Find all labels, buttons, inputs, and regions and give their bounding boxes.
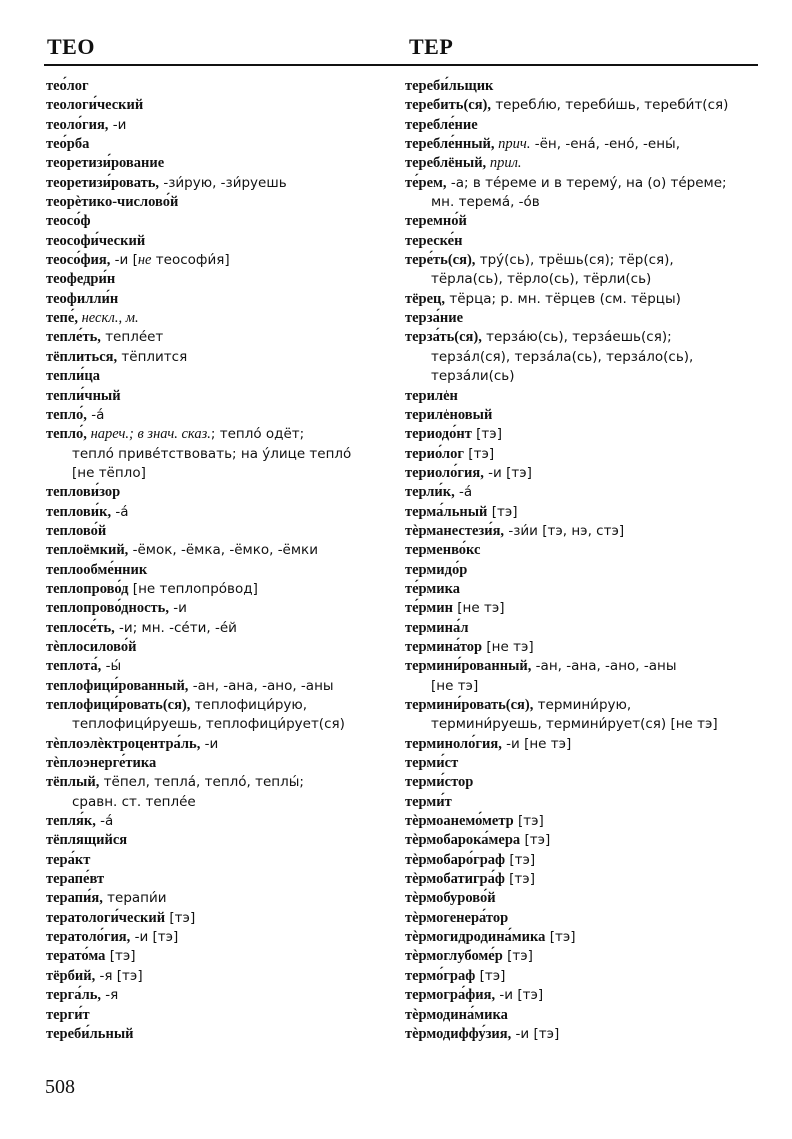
dictionary-entry (46, 425, 401, 483)
dictionary-entry (405, 425, 760, 444)
entry-forms: терза́ю(сь), терза́ешь(ся); (481, 329, 672, 346)
entry-forms: -а́ (111, 503, 129, 520)
dictionary-entry (405, 638, 760, 657)
dictionary-entry (405, 445, 760, 464)
entry-headword: тёрец, (405, 290, 446, 307)
dictionary-entry (46, 754, 401, 773)
entry-forms: ; тепло́ одёт; (210, 426, 305, 443)
entry-grammar-note: прич. (494, 136, 531, 153)
entry-headword: тепли́чный (46, 387, 121, 404)
entry-forms: -ён, -ена́, -ено́, -ены́, (530, 136, 680, 153)
entry-headword: тѐплоэнерге́тика (46, 755, 157, 772)
entry-forms: [тэ] (471, 426, 502, 443)
entry-headword: терапе́вт (46, 871, 105, 888)
entry-forms: -а́ (95, 813, 114, 830)
entry-headword: теоретизи́рование (46, 155, 165, 172)
dictionary-entry (405, 967, 760, 986)
entry-forms: [тэ] (165, 909, 196, 926)
entry-headword: терма́льный (405, 503, 488, 520)
dictionary-entry (405, 77, 760, 96)
dictionary-entry (405, 96, 760, 115)
entry-headword: тѐрмодина́мика (405, 1006, 508, 1023)
entry-continuation: сравн. ст. тепле́е (72, 793, 196, 810)
entry-headword: теплота́, (46, 658, 102, 675)
entry-forms: [тэ] (475, 967, 506, 984)
entry-headword: теосо́фия, (46, 252, 111, 269)
entry-forms: [тэ] (505, 851, 536, 868)
entry-headword: терато́ма (46, 948, 106, 965)
dictionary-entry (46, 135, 401, 154)
entry-headword: терми́ст (405, 755, 459, 772)
dictionary-entry (46, 1006, 401, 1025)
entry-headword: терли́к, (405, 484, 455, 501)
entry-headword: те́рмика (405, 580, 461, 597)
left-column (46, 77, 401, 1044)
entry-forms: -я [тэ] (95, 967, 143, 984)
dictionary-entry (405, 793, 760, 812)
entry-headword: терза́ть(ся), (405, 329, 482, 346)
entry-forms: -и (200, 735, 219, 752)
entry-headword: теплови́зор (46, 484, 121, 501)
entry-headword: тереби́льщик (405, 78, 494, 94)
dictionary-entry (46, 541, 401, 560)
entry-headword: тѐрмобарока́мера (405, 832, 521, 849)
dictionary-entry (405, 928, 760, 947)
entry-forms: -я (101, 987, 119, 1004)
header-rule (44, 64, 758, 66)
entry-headword: тератоло́гия, (46, 929, 131, 946)
entry-headword: теплово́й (46, 522, 107, 539)
dictionary-entry (405, 483, 760, 502)
dictionary-entry (405, 889, 760, 908)
header-left-guide-word: ТЕО (47, 34, 95, 59)
entry-forms: тепле́ет (100, 329, 164, 346)
entry-headword: терминоло́гия, (405, 735, 502, 752)
dictionary-entry (405, 561, 760, 580)
entry-forms: [тэ] (520, 832, 551, 849)
dictionary-entry (46, 174, 401, 193)
entry-headword: тепе́, (46, 310, 78, 327)
entry-forms: [тэ] (502, 948, 533, 965)
entry-headword: терга́ль, (46, 987, 102, 1004)
entry-headword: тѐрмодиффу́зия, (405, 1025, 512, 1042)
entry-forms: [не теплопро́вод] (128, 580, 258, 597)
dictionary-entry (46, 831, 401, 850)
dictionary-entry (405, 522, 760, 541)
entry-headword: теофилли́н (46, 290, 119, 307)
entry-continuation: [не тёпло] (72, 464, 146, 481)
dictionary-entry (405, 290, 760, 309)
dictionary-entry (405, 387, 760, 406)
entry-headword: тѐплоэлѐктроцентра́ль, (46, 735, 201, 752)
dictionary-entry (405, 773, 760, 792)
entry-headword: тёрбий, (46, 967, 96, 984)
entry-headword: териодо́нт (405, 426, 472, 443)
entry-headword: теплоёмкий, (46, 542, 129, 559)
entry-continuation: мн. терема́, -о́в (431, 194, 540, 211)
dictionary-entry (405, 1006, 760, 1025)
entry-grammar-note: не (137, 252, 152, 269)
dictionary-entry (405, 232, 760, 251)
entry-headword: теофедри́н (46, 271, 116, 288)
entry-headword: теплосе́ть, (46, 619, 115, 636)
dictionary-entry (405, 696, 760, 735)
entry-headword: тѐрмобурово́й (405, 890, 496, 907)
entry-headword: тѐрмобаро́граф (405, 851, 506, 868)
dictionary-entry (46, 599, 401, 618)
entry-headword: теплопрово́дность, (46, 600, 169, 617)
entry-forms: тру́(сь), трёшь(ся); тёр(ся), (475, 252, 674, 269)
entry-forms: [не тэ] (482, 638, 534, 655)
entry-headword: те́рмин (405, 600, 453, 617)
dictionary-entry (46, 851, 401, 870)
dictionary-entry (405, 580, 760, 599)
entry-forms: -а́ (86, 406, 105, 423)
entry-headword: тѐрмогидродина́мика (405, 929, 546, 946)
entry-forms: -и [не тэ] (501, 735, 572, 752)
dictionary-entry (46, 328, 401, 347)
dictionary-entry (46, 503, 401, 522)
dictionary-entry (46, 348, 401, 367)
dictionary-entry (405, 328, 760, 386)
entry-headword: теоло́гия, (46, 116, 109, 133)
entry-forms: [тэ] (545, 929, 576, 946)
entry-forms: [тэ] (464, 445, 495, 462)
dictionary-entry (405, 541, 760, 560)
entry-headword: теплови́к, (46, 503, 112, 520)
dictionary-entry (46, 387, 401, 406)
dictionary-entry (405, 251, 760, 290)
entry-headword: тепля́к, (46, 813, 96, 830)
header-right-guide-word: ТЕР (409, 34, 454, 59)
entry-headword: тепло́, (46, 426, 87, 443)
entry-forms: [не тэ] (453, 600, 505, 617)
entry-headword: термина́л (405, 619, 469, 636)
entry-headword: тѐрмогенера́тор (405, 909, 509, 926)
entry-forms: терапи́и (102, 890, 167, 907)
entry-headword: тѐрмоглубоме́р (405, 948, 503, 965)
entry-headword: терги́т (46, 1006, 90, 1023)
dictionary-entry (46, 909, 401, 928)
dictionary-entry (46, 290, 401, 309)
entry-headword: терио́лог (405, 445, 465, 462)
dictionary-entry (405, 116, 760, 135)
entry-grammar-note: нескл., м. (77, 310, 139, 327)
entry-headword: термини́ровать(ся), (405, 697, 534, 713)
entry-headword: тѐрмобатигра́ф (405, 871, 505, 888)
entry-headword: тере́ть(ся), (405, 252, 476, 269)
dictionary-entry (46, 96, 401, 115)
dictionary-entry (46, 561, 401, 580)
entry-headword: тео́лог (46, 78, 89, 94)
dictionary-entry (405, 812, 760, 831)
dictionary-entry (46, 193, 401, 212)
dictionary-entry (405, 754, 760, 773)
dictionary-entry (46, 77, 401, 96)
entry-headword: теосо́ф (46, 213, 91, 230)
dictionary-entry (46, 212, 401, 231)
dictionary-entry (46, 812, 401, 831)
dictionary-entry (405, 406, 760, 425)
entry-headword: териоло́гия, (405, 464, 484, 481)
entry-forms: теребл́ю, тереби́шь, тереби́т(ся) (491, 97, 729, 114)
dictionary-entry (46, 483, 401, 502)
dictionary-entry (405, 870, 760, 889)
entry-forms: тёрца; р. мн. тёрцев (см. тёрцы) (445, 290, 681, 307)
dictionary-entry (405, 599, 760, 618)
entry-headword: термина́тор (405, 638, 483, 655)
entry-headword: терилe̍н (405, 387, 458, 404)
entry-headword: термидо́р (405, 561, 468, 578)
dictionary-entry (46, 870, 401, 889)
page-number: 508 (45, 1076, 75, 1098)
dictionary-entry (46, 928, 401, 947)
entry-grammar-note: прил. (486, 155, 522, 172)
entry-forms: -ан, -ана, -ано, -аны (531, 658, 677, 675)
entry-headword: тератологи́ческий (46, 909, 166, 926)
entry-forms: теплофици́рую, (190, 697, 308, 713)
dictionary-entry (46, 773, 401, 812)
entry-forms: -и [тэ] (483, 464, 532, 481)
entry-headword: те́рем, (405, 174, 447, 191)
entry-headword: терменво́кс (405, 542, 481, 559)
entry-forms: [тэ] (504, 871, 535, 888)
entry-headword: тереблёный, (405, 155, 487, 172)
entry-headword: теологи́ческий (46, 97, 144, 114)
entry-headword: теплопрово́д (46, 580, 129, 597)
entry-headword: теребле́ние (405, 116, 478, 133)
dictionary-entry (46, 522, 401, 541)
entry-forms: -и [тэ] (511, 1025, 560, 1042)
dictionary-entry (405, 154, 760, 173)
dictionary-entry (405, 947, 760, 966)
entry-headword: тёплиться, (46, 348, 118, 365)
dictionary-entry (46, 947, 401, 966)
entry-headword: тепли́ца (46, 368, 101, 385)
entry-headword: теоретизи́ровать, (46, 174, 160, 191)
dictionary-entry (46, 735, 401, 754)
entry-forms: теософи́я] (151, 252, 230, 269)
dictionary-entry (46, 309, 401, 328)
dictionary-entry (405, 309, 760, 328)
dictionary-entry (405, 503, 760, 522)
entry-forms: -а́ (454, 484, 473, 501)
entry-forms: [тэ] (105, 948, 136, 965)
entry-headword: теплофици́ровать(ся), (46, 697, 191, 713)
dictionary-entry (405, 851, 760, 870)
dictionary-entry (405, 909, 760, 928)
dictionary-entry (46, 406, 401, 425)
entry-headword: термини́рованный, (405, 658, 532, 675)
dictionary-entry (405, 212, 760, 231)
dictionary-entry (46, 367, 401, 386)
entry-forms: тёпел, тепла́, тепло́, теплы́; (99, 774, 304, 791)
entry-headword: тёплящийся (46, 832, 128, 849)
dictionary-entry (405, 464, 760, 483)
dictionary-entry (405, 174, 760, 213)
dictionary-entry (46, 619, 401, 638)
entry-headword: тѐрманестези́я, (405, 522, 505, 539)
dictionary-entry (405, 135, 760, 154)
entry-headword: терапи́я, (46, 890, 103, 907)
entry-headword: теребить(ся), (405, 97, 492, 114)
entry-forms: -и; мн. -се́ти, -е́й (114, 619, 237, 636)
dictionary-entry (405, 986, 760, 1005)
dictionary-entry (46, 232, 401, 251)
entry-headword: тѐрмоанемо́метр (405, 813, 514, 830)
entry-grammar-note: нареч.; в знач. сказ. (86, 426, 211, 443)
entry-forms: -и (168, 600, 187, 617)
dictionary-entry (46, 638, 401, 657)
entry-headword: тѐплосилово́й (46, 638, 137, 655)
entry-continuation: тепло́ приве́тствовать; на у́лице тепло́ (72, 445, 352, 462)
dictionary-entry (46, 967, 401, 986)
entry-forms: -а; в те́реме и в терему́, на (о) те́реме; (446, 174, 727, 191)
entry-forms: -зи́и [тэ, нэ, стэ] (504, 522, 625, 539)
entry-forms: -и [тэ] (495, 987, 544, 1004)
entry-forms: [тэ] (487, 503, 518, 520)
entry-continuation: теплофици́руешь, теплофици́рует(ся) (72, 716, 345, 733)
entry-continuation: тёрла(сь), тёрло(сь), тёрли(сь) (431, 271, 652, 288)
entry-headword: теребле́нный, (405, 136, 495, 153)
entry-headword: теософи́ческий (46, 232, 146, 249)
entry-forms: -ы́ (101, 658, 122, 675)
dictionary-entry (46, 986, 401, 1005)
entry-headword: тереске́н (405, 232, 463, 249)
entry-forms: термини́рую, (533, 697, 632, 713)
entry-headword: термо́граф (405, 967, 476, 984)
entry-forms: -и [ (110, 252, 138, 269)
entry-headword: тёплый, (46, 774, 100, 791)
entry-headword: терми́т (405, 793, 452, 810)
entry-forms: -ан, -ана, -ано, -аны (188, 677, 334, 694)
dictionary-entry (405, 657, 760, 696)
dictionary-entry (405, 831, 760, 850)
entry-continuation: термини́руешь, термини́рует(ся) [не тэ] (431, 716, 718, 733)
dictionary-entry (46, 154, 401, 173)
entry-headword: терза́ние (405, 310, 464, 327)
entry-headword: теплофици́рованный, (46, 677, 189, 694)
right-column (405, 77, 760, 1044)
entry-forms: -и (108, 116, 127, 133)
dictionary-entry (46, 677, 401, 696)
entry-continuation: терза́ли(сь) (431, 368, 515, 385)
entry-headword: теплообме́нник (46, 561, 148, 578)
dictionary-entry (405, 1025, 760, 1044)
entry-headword: терилe̍новый (405, 406, 493, 423)
entry-headword: тереби́льный (46, 1025, 134, 1042)
dictionary-entry (46, 696, 401, 735)
entry-forms: -зи́рую, -зи́руешь (159, 174, 287, 191)
entry-continuation: [не тэ] (431, 677, 479, 694)
dictionary-entry (46, 270, 401, 289)
entry-headword: тео́рба (46, 136, 90, 153)
entry-forms: -ёмок, -ёмка, -ёмко, -ёмки (128, 542, 318, 559)
entry-headword: термогра́фия, (405, 987, 496, 1004)
dictionary-entry (46, 580, 401, 599)
dictionary-entry (46, 657, 401, 676)
entry-forms: -и [тэ] (130, 929, 179, 946)
dictionary-entry (46, 1025, 401, 1044)
entry-headword: теорѐтико-числово́й (46, 194, 179, 211)
dictionary-entry (46, 889, 401, 908)
entry-headword: тепло́, (46, 406, 87, 423)
entry-headword: теремно́й (405, 213, 467, 230)
dictionary-entry (405, 619, 760, 638)
entry-continuation: терза́л(ся), терза́ла(сь), терза́ло(сь), (431, 348, 694, 365)
dictionary-entry (405, 735, 760, 754)
entry-headword: терми́стор (405, 774, 474, 791)
entry-headword: тера́кт (46, 851, 91, 868)
entry-headword: тепле́ть, (46, 329, 101, 346)
dictionary-entry (46, 251, 401, 270)
entry-forms: [тэ] (513, 813, 544, 830)
entry-forms: тёплится (117, 348, 188, 365)
dictionary-entry (46, 116, 401, 135)
